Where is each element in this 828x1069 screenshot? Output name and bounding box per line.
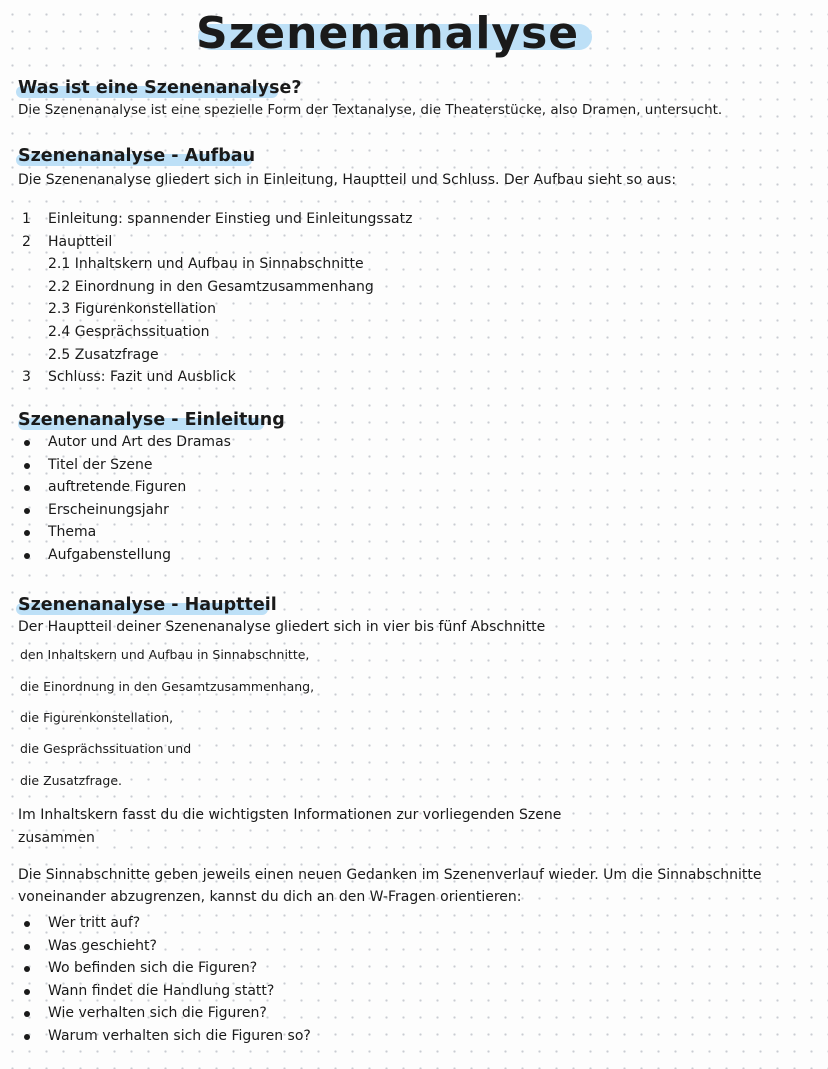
list-item: Was geschieht? [20,935,311,958]
section-heading-aufbau: Szenenanalyse - Aufbau [18,146,256,166]
w-fragen-list [20,912,311,1047]
section-heading-einleitung: Szenenanalyse - Einleitung [18,410,285,430]
bullet-icon [24,921,30,927]
hauptteil-part: die Gesprächssituation und [20,741,192,756]
bullet-icon [24,553,30,559]
einleitung-list [20,431,231,566]
list-item: Erscheinungsjahr [20,499,231,522]
hauptteil-part: die Zusatzfrage. [20,773,122,788]
section-heading-definition: Was ist eine Szenenanalyse? [18,78,302,98]
bullet-icon [24,463,30,469]
bullet-icon [24,966,30,972]
bullet-icon [24,530,30,536]
list-item: 3 Schluss: Fazit und Ausblick [22,369,236,386]
bullet-icon [24,440,30,446]
page-title: Szenenanalyse [196,8,580,59]
bullet-icon [24,944,30,950]
list-item: Thema [20,521,231,544]
list-item: Wie verhalten sich die Figuren? [20,1002,311,1025]
bullet-icon [24,508,30,514]
inhaltskern-text-cont: zusammen [18,830,95,846]
list-item: 2.1 Inhaltskern und Aufbau in Sinnabschnitte [48,256,364,273]
list-item: Wann findet die Handlung statt? [20,980,311,1003]
aufbau-text: Die Szenenanalyse gliedert sich in Einleitung, Hauptteil und Schluss. Der Aufbau sieht so aus: [18,172,677,188]
list-item: auftretende Figuren [20,476,231,499]
sinnabschnitte-text-cont: voneinander abzugrenzen, kannst du dich an den W-Fragen orientieren: [18,889,522,905]
list-item: 2.5 Zusatzfrage [48,346,159,363]
bullet-icon [24,989,30,995]
list-item: Warum verhalten sich die Figuren so? [20,1025,311,1048]
list-item: 2.3 Figurenkonstellation [48,301,216,318]
hauptteil-part: den Inhaltskern und Aufbau in Sinnabschnitte, [20,647,310,662]
list-item: 2 Hauptteil [22,233,113,250]
bullet-icon [24,485,30,491]
aufbau-list [20,208,412,389]
list-item: Wo befinden sich die Figuren? [20,957,311,980]
bullet-icon [24,1011,30,1017]
list-item: Titel der Szene [20,454,231,477]
hauptteil-part: die Figurenkonstellation, [20,710,174,725]
list-item: 2.4 Gesprächssituation [48,323,210,340]
list-item: 2.2 Einordnung in den Gesamtzusammenhang [48,278,374,295]
list-item: Autor und Art des Dramas [20,431,231,454]
hauptteil-part: die Einordnung in den Gesamtzusammenhang, [20,679,315,694]
list-item: Wer tritt auf? [20,912,311,935]
definition-text: Die Szenenanalyse ist eine spezielle Form der Textanalyse, die Theaterstücke, also Dramen, untersucht. [18,102,723,118]
section-heading-hauptteil: Szenenanalyse - Hauptteil [18,595,277,615]
list-item: 1 Einleitung: spannender Einstieg und Einleitungssatz [22,211,413,227]
list-item: Aufgabenstellung [20,544,231,567]
inhaltskern-text: Im Inhaltskern fasst du die wichtigsten Informationen zur vorliegenden Szene [18,807,562,823]
sinnabschnitte-text: Die Sinnabschnitte geben jeweils einen neuen Gedanken im Szenenverlauf wieder. Um die Sinnabschnitte [18,867,762,883]
hauptteil-text: Der Hauptteil deiner Szenenanalyse gliedert sich in vier bis fünf Abschnitte [18,619,546,635]
bullet-icon [24,1034,30,1040]
